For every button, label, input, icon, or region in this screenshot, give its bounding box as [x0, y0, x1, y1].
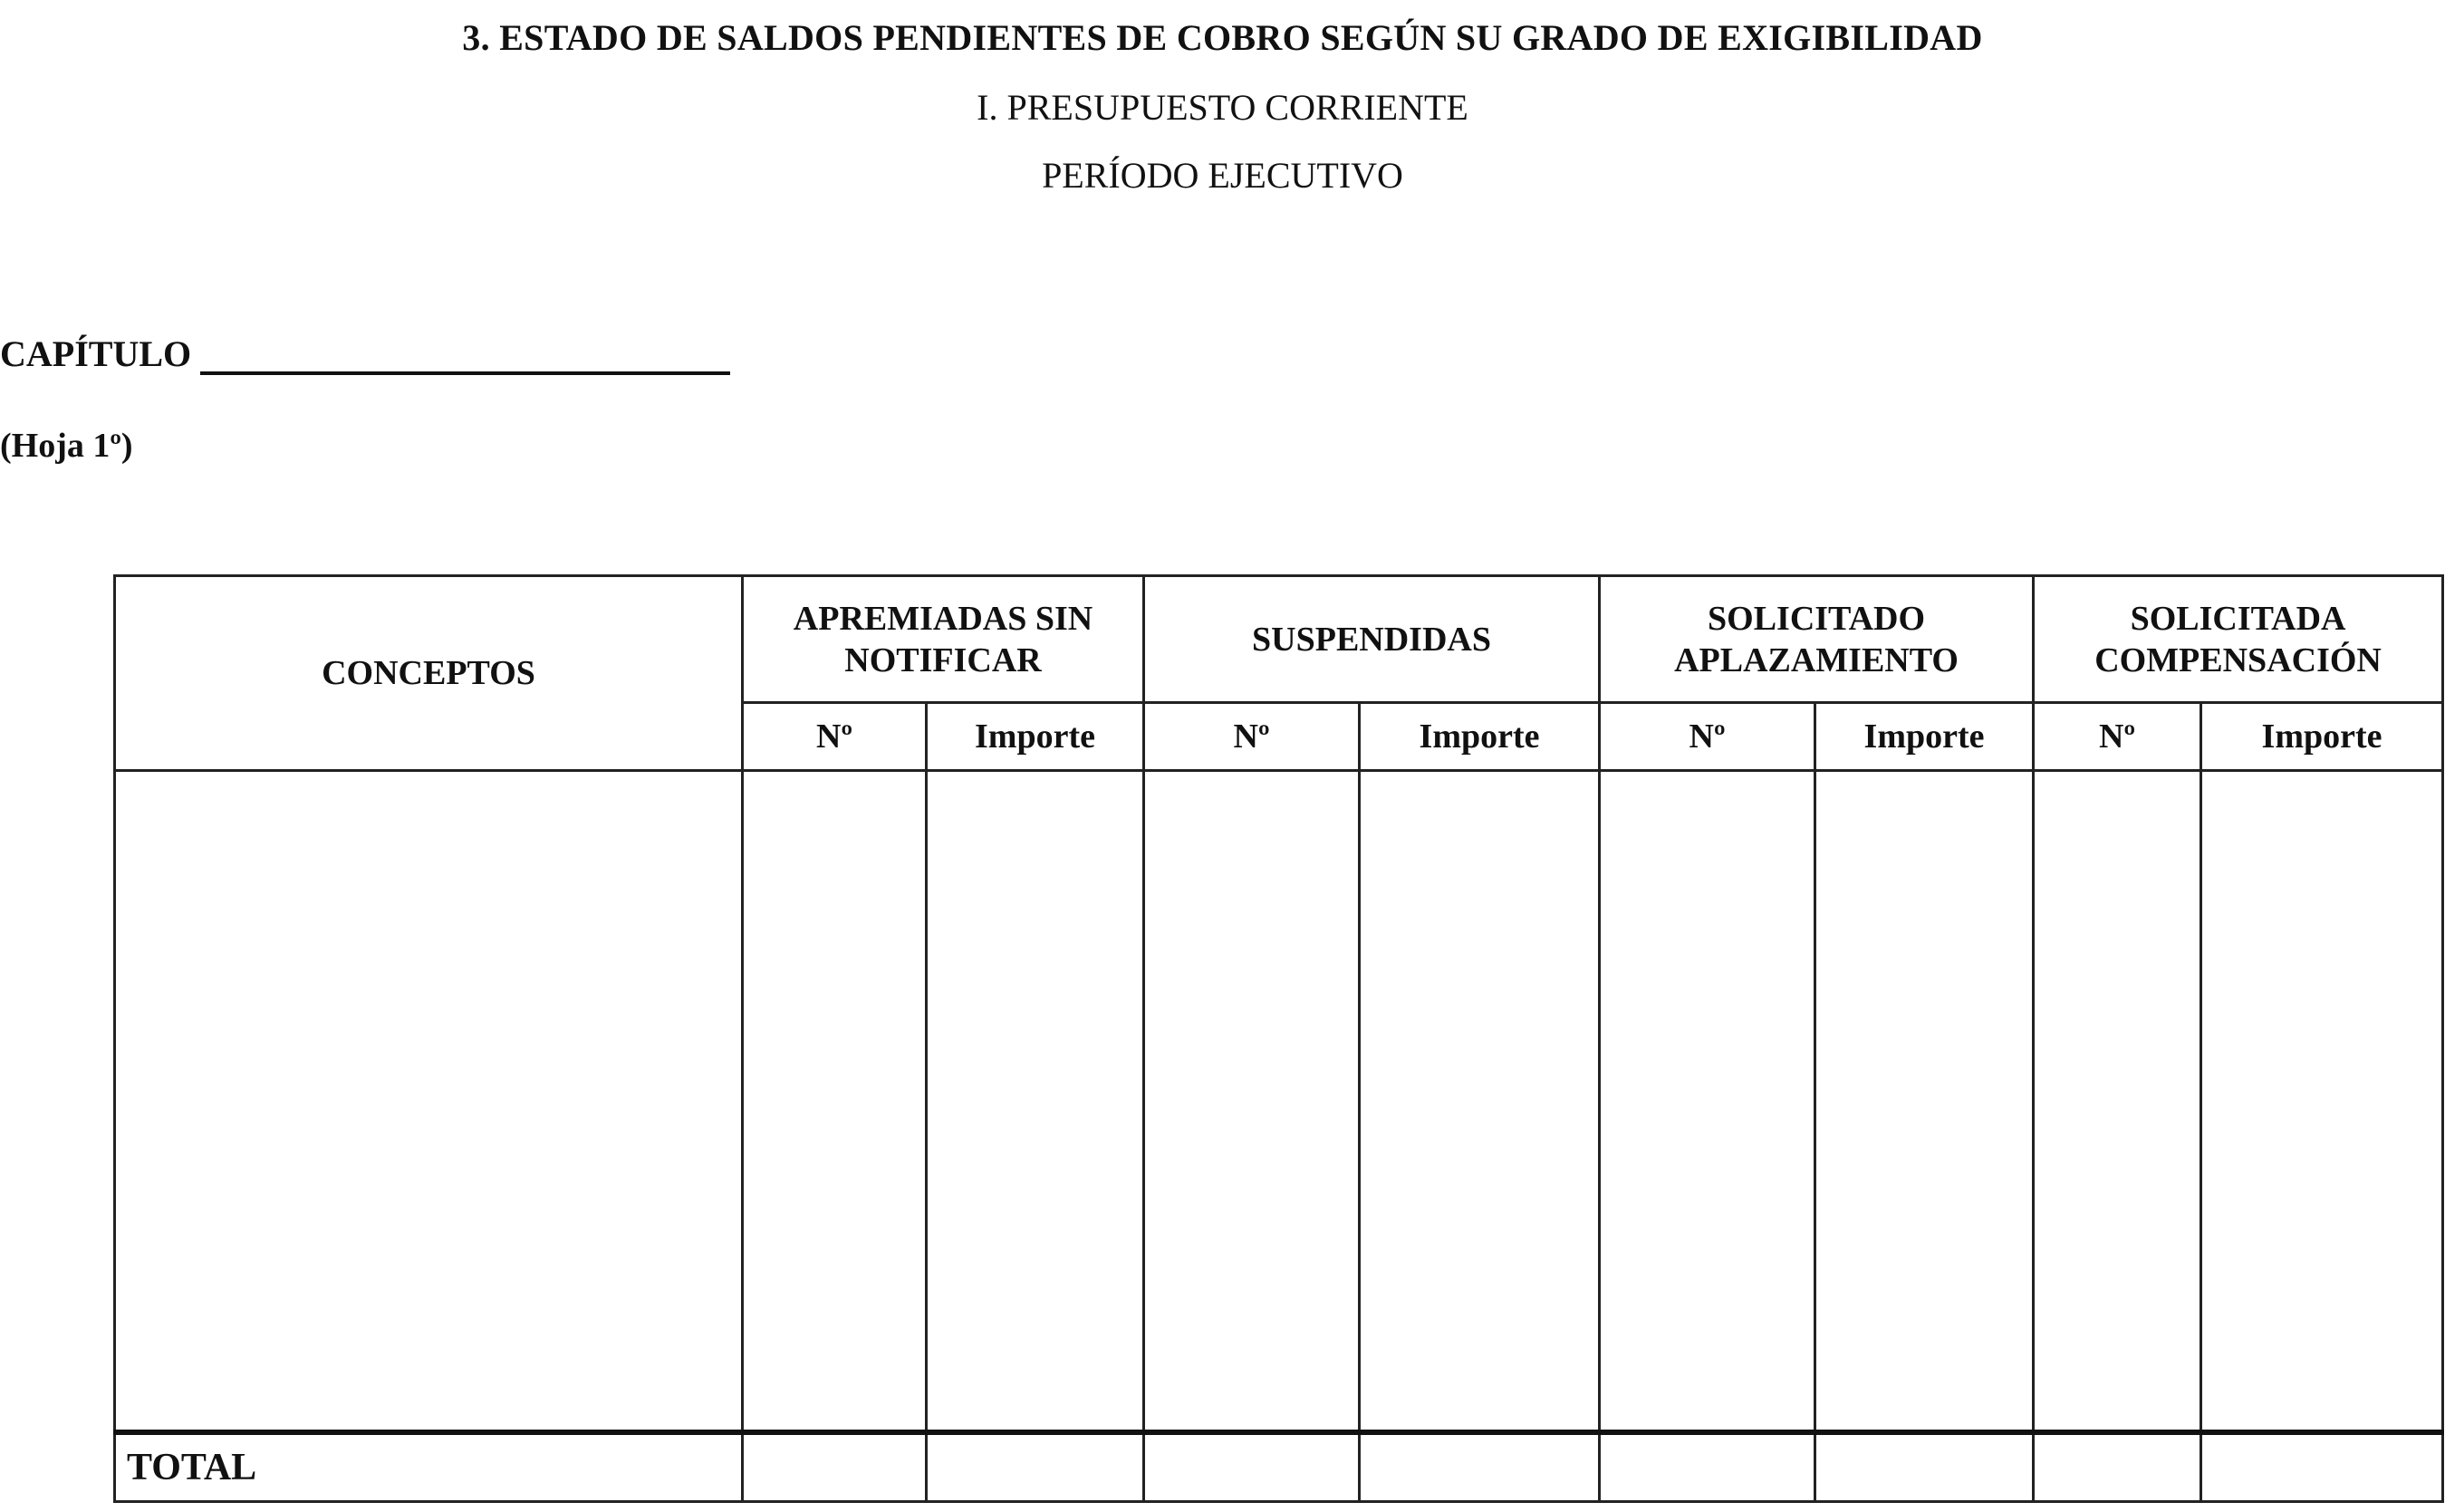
document-title: 3. ESTADO DE SALDOS PENDIENTES DE COBRO SEGÚN SU GRADO DE EXIGIBILIDAD: [462, 17, 1983, 58]
table-cell: [1815, 771, 2034, 1432]
chapter-field: [0, 332, 730, 375]
total-label: TOTAL: [115, 1432, 743, 1502]
total-cell: [1815, 1432, 2034, 1502]
sheet-number: (Hoja 1º): [0, 427, 133, 465]
concepts-header: CONCEPTOS: [115, 576, 743, 771]
subheader-amount: Importe: [1815, 703, 2034, 771]
table-total-row: [115, 1432, 2443, 1502]
subheader-amount: Importe: [2201, 703, 2443, 771]
table-cell: [743, 771, 927, 1432]
table-body-row: [115, 771, 2443, 1432]
group-header-apremiadas: APREMIADAS SIN NOTIFICAR: [743, 576, 1144, 703]
table-cell: [2034, 771, 2201, 1432]
table-header-row-groups: [115, 576, 2443, 703]
table-cell: [1360, 771, 1600, 1432]
balances-table: [113, 574, 2444, 1503]
document-subtitle-period: PERÍODO EJECUTIVO: [1042, 155, 1403, 196]
total-cell: [743, 1432, 927, 1502]
group-header-aplazamiento: SOLICITADO APLAZAMIENTO: [1600, 576, 2034, 703]
group-header-suspendidas: SUSPENDIDAS: [1144, 576, 1600, 703]
group-header-compensacion: SOLICITADA COMPENSACIÓN: [2034, 576, 2443, 703]
table-cell: [1600, 771, 1815, 1432]
total-cell: [927, 1432, 1144, 1502]
total-cell: [1144, 1432, 1360, 1502]
document-subtitle-budget: I. PRESUPUESTO CORRIENTE: [977, 87, 1468, 128]
table-cell: [2201, 771, 2443, 1432]
total-cell: [1360, 1432, 1600, 1502]
subheader-number: Nº: [1144, 703, 1360, 771]
subheader-number: Nº: [743, 703, 927, 771]
total-cell: [1600, 1432, 1815, 1502]
total-cell: [2034, 1432, 2201, 1502]
subheader-amount: Importe: [1360, 703, 1600, 771]
subheader-number: Nº: [1600, 703, 1815, 771]
subheader-amount: Importe: [927, 703, 1144, 771]
subheader-number: Nº: [2034, 703, 2201, 771]
table-cell: [1144, 771, 1360, 1432]
chapter-blank-line: [200, 341, 730, 375]
total-cell: [2201, 1432, 2443, 1502]
concepts-cell: [115, 771, 743, 1432]
chapter-label: CAPÍTULO: [0, 333, 192, 374]
table-cell: [927, 771, 1144, 1432]
